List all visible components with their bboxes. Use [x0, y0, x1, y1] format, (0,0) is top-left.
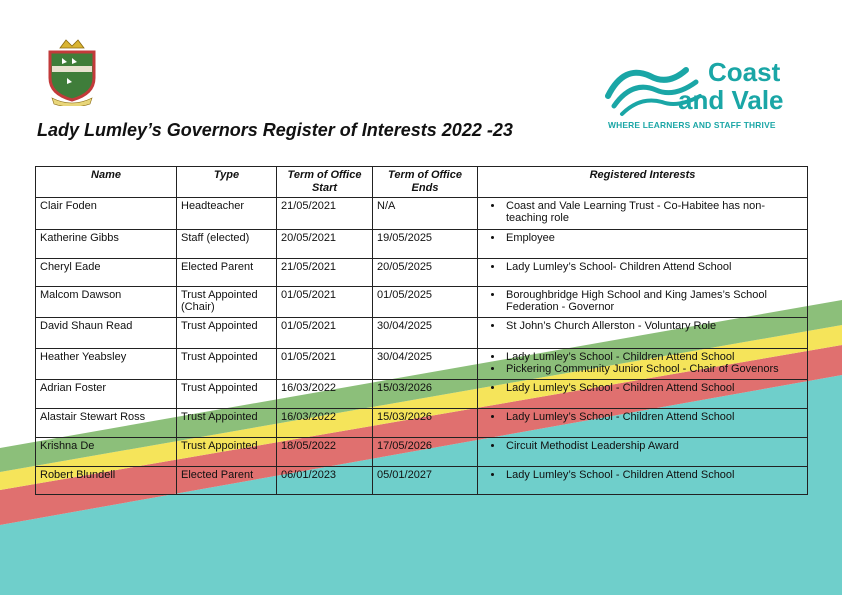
cell-interests	[478, 438, 808, 467]
cell-type: Elected Parent	[177, 467, 277, 495]
header-name: Name	[36, 167, 177, 198]
school-crest-logo	[40, 38, 104, 106]
interests-list	[482, 261, 803, 273]
brand-name	[678, 57, 784, 115]
table-header	[36, 167, 808, 198]
table-row	[36, 259, 808, 287]
interest-item: • Coast and Vale Learning Trust - Co-Habitee has non-teaching role	[504, 200, 803, 224]
cell-type: Trust Appointed	[177, 318, 277, 349]
cell-type: Trust Appointed	[177, 438, 277, 467]
table-row	[36, 198, 808, 230]
cell-interests	[478, 198, 808, 230]
interest-item: • Lady Lumley’s School - Children Attend School	[504, 469, 803, 481]
cell-name: Clair Foden	[36, 198, 177, 230]
cell-term-end: 05/01/2027	[373, 467, 478, 495]
cell-term-end: 20/05/2025	[373, 259, 478, 287]
cell-name: Alastair Stewart Ross	[36, 409, 177, 438]
cell-term-start: 16/03/2022	[277, 380, 373, 409]
cell-term-start: 21/05/2021	[277, 259, 373, 287]
cell-type: Trust Appointed	[177, 409, 277, 438]
coast-and-vale-logo	[600, 52, 800, 132]
cell-term-start: 01/05/2021	[277, 287, 373, 318]
cell-term-start: 06/01/2023	[277, 467, 373, 495]
cell-term-end: 15/03/2026	[373, 380, 478, 409]
cell-type: Staff (elected)	[177, 230, 277, 259]
cell-interests	[478, 259, 808, 287]
table-row	[36, 349, 808, 380]
cell-term-end: 30/04/2025	[373, 349, 478, 380]
header-interests: Registered Interests	[478, 167, 808, 198]
interests-list	[482, 382, 803, 394]
interest-item: • St John’s Church Allerston - Voluntary Role	[504, 320, 803, 332]
cell-term-start: 01/05/2021	[277, 349, 373, 380]
cell-type: Headteacher	[177, 198, 277, 230]
table-row	[36, 287, 808, 318]
cell-name: Katherine Gibbs	[36, 230, 177, 259]
cell-name: Malcom Dawson	[36, 287, 177, 318]
cell-type: Trust Appointed	[177, 349, 277, 380]
table-row	[36, 230, 808, 259]
cell-name: Adrian Foster	[36, 380, 177, 409]
table-row	[36, 318, 808, 349]
cell-name: Robert Blundell	[36, 467, 177, 495]
interests-list	[482, 440, 803, 452]
cell-interests	[478, 287, 808, 318]
cell-interests	[478, 409, 808, 438]
cell-name: Krishna De	[36, 438, 177, 467]
interest-item: • Boroughbridge High School and King James’s School Federation - Governor	[504, 289, 803, 313]
cell-term-end: 15/03/2026	[373, 409, 478, 438]
interests-list	[482, 351, 803, 375]
cell-type: Trust Appointed (Chair)	[177, 287, 277, 318]
cell-type: Trust Appointed	[177, 380, 277, 409]
cell-term-end: 17/05/2026	[373, 438, 478, 467]
cell-name: Heather Yeabsley	[36, 349, 177, 380]
interests-list	[482, 469, 803, 481]
interest-item: • Employee	[504, 232, 803, 244]
cell-term-start: 16/03/2022	[277, 409, 373, 438]
table-row	[36, 380, 808, 409]
table-row	[36, 467, 808, 495]
cell-interests	[478, 318, 808, 349]
interest-item: • Circuit Methodist Leadership Award	[504, 440, 803, 452]
interest-item: • Lady Lumley’s School- Children Attend School	[504, 261, 803, 273]
interest-item: • Lady Lumley’s School - Children Attend School	[504, 351, 803, 363]
cell-term-start: 18/05/2022	[277, 438, 373, 467]
header-type: Type	[177, 167, 277, 198]
cell-type: Elected Parent	[177, 259, 277, 287]
register-table	[35, 166, 808, 495]
cell-interests	[478, 380, 808, 409]
table-body	[36, 198, 808, 495]
table-row	[36, 409, 808, 438]
cell-interests	[478, 230, 808, 259]
cell-term-end: 19/05/2025	[373, 230, 478, 259]
cell-term-start: 21/05/2021	[277, 198, 373, 230]
interest-item: • Pickering Community Junior School - Chair of Govenors	[504, 363, 803, 375]
cell-term-end: 30/04/2025	[373, 318, 478, 349]
brand-name-line2: and Vale	[678, 85, 784, 115]
interest-item: • Lady Lumley’s School - Children Attend School	[504, 411, 803, 423]
interests-list	[482, 200, 803, 224]
cell-term-start: 01/05/2021	[277, 318, 373, 349]
cell-name: David Shaun Read	[36, 318, 177, 349]
brand-name-line1: Coast	[708, 57, 781, 87]
header-term-start: Term of Office Start	[277, 167, 373, 198]
interest-item: • Lady Lumley’s School - Children Attend School	[504, 382, 803, 394]
cell-term-start: 20/05/2021	[277, 230, 373, 259]
interests-list	[482, 411, 803, 423]
interests-list	[482, 232, 803, 244]
page-title: Lady Lumley’s Governors Register of Interests 2022 -23	[37, 120, 513, 140]
header-term-end: Term of Office Ends	[373, 167, 478, 198]
table-row	[36, 438, 808, 467]
cell-name: Cheryl Eade	[36, 259, 177, 287]
cell-term-end: N/A	[373, 198, 478, 230]
cell-term-end: 01/05/2025	[373, 287, 478, 318]
brand-tagline: WHERE LEARNERS AND STAFF THRIVE	[608, 120, 776, 130]
cell-interests	[478, 349, 808, 380]
interests-list	[482, 320, 803, 332]
interests-list	[482, 289, 803, 313]
cell-interests	[478, 467, 808, 495]
